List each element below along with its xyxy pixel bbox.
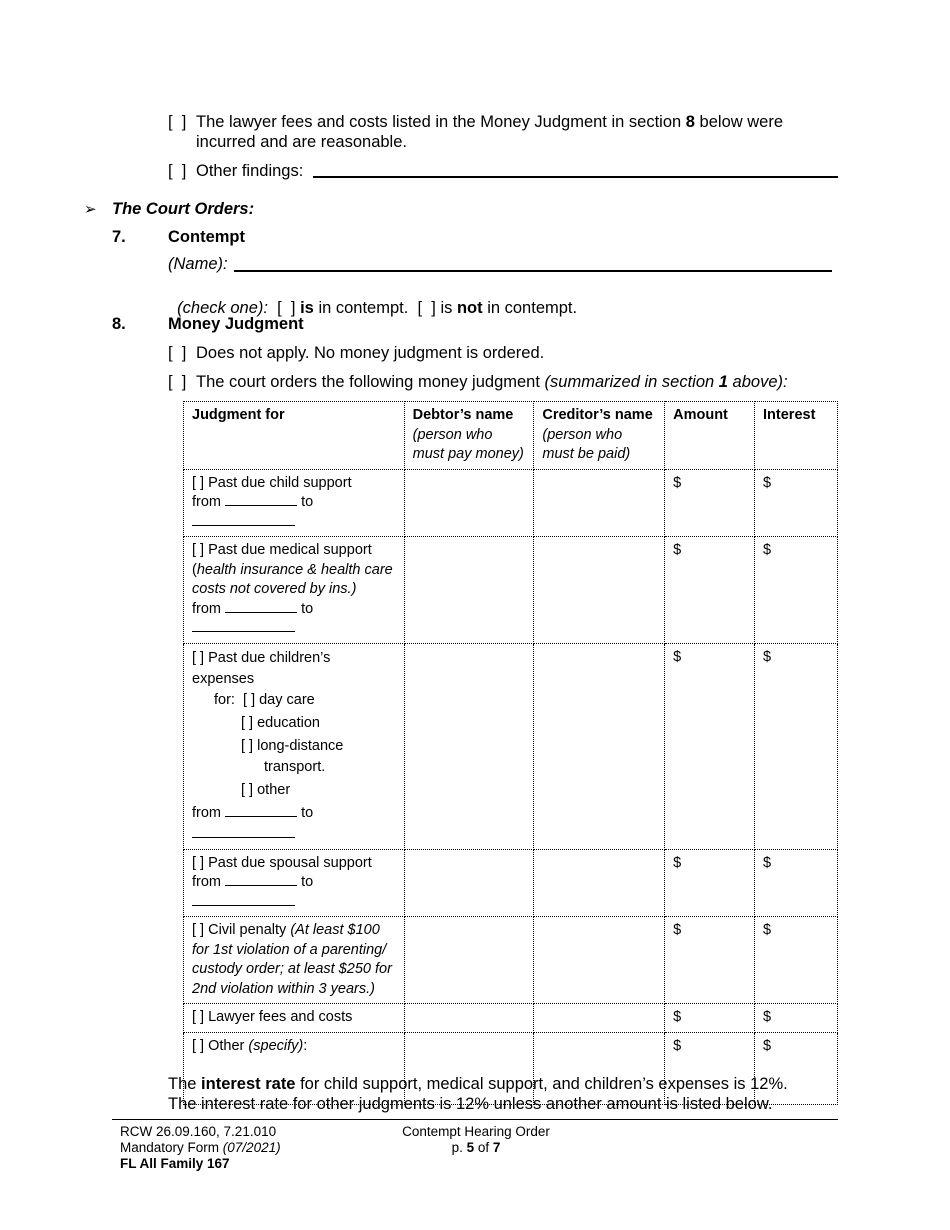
orders-checkbox[interactable]: [ ]	[168, 373, 187, 391]
interest-bold: interest rate	[201, 1075, 296, 1093]
footer-left	[120, 1124, 281, 1172]
court-orders-title: The Court Orders:	[112, 200, 255, 218]
header-debtor-title: Debtor’s name	[412, 407, 514, 423]
civil-debtor-cell[interactable]	[404, 917, 534, 1004]
lawyer-fees-text: The lawyer fees and costs listed in the Money Judgment in section	[196, 113, 682, 131]
child-amount-cell[interactable]: $	[665, 469, 755, 537]
table-row-spousal-support	[184, 849, 838, 917]
other-findings	[168, 161, 303, 181]
medical-interest-cell[interactable]: $	[755, 537, 838, 644]
spousal-from-field[interactable]	[225, 885, 297, 886]
lawyer-fees-finding	[168, 112, 838, 152]
spousal-to-field[interactable]	[192, 893, 295, 906]
expenses-label[interactable]: [ ] Past due children’s expenses	[192, 649, 331, 687]
money-not-apply	[168, 344, 544, 363]
money-judgment-table	[183, 401, 838, 1105]
civil-creditor-cell[interactable]	[534, 917, 665, 1004]
lawyer-label[interactable]: [ ] Lawyer fees and costs	[192, 1009, 353, 1025]
not-apply-text: Does not apply. No money judgment is ordered.	[196, 344, 545, 362]
expenses-from-label: from	[192, 804, 221, 821]
interest-rate-note	[168, 1074, 788, 1114]
not-word: not	[456, 299, 483, 317]
lawyer-fees-text-2: below were	[699, 113, 784, 131]
other-findings-checkbox[interactable]: [ ]	[168, 162, 187, 180]
footer-date: (07/2021)	[222, 1140, 281, 1155]
other-interest-cell[interactable]: $	[755, 1032, 838, 1104]
expenses-day-care[interactable]: for: [ ] day care	[214, 691, 315, 708]
orders-note-num: 1	[718, 373, 728, 391]
spousal-interest-cell[interactable]: $	[755, 849, 838, 917]
other-colon: :	[303, 1037, 308, 1054]
child-from-field[interactable]	[225, 505, 297, 506]
orders-text: The court orders the following money judgment	[196, 373, 540, 391]
medical-from-field[interactable]	[225, 612, 297, 613]
footer-page-total: 7	[492, 1140, 501, 1155]
lawyer-fees-section: 8	[685, 113, 695, 131]
other-findings-label: Other findings:	[196, 162, 304, 180]
orders-note-1: (summarized in section	[544, 373, 715, 391]
civil-amount-cell[interactable]: $	[665, 917, 755, 1004]
header-creditor-sub: (person who must be paid)	[542, 426, 631, 462]
medical-to-field[interactable]	[192, 619, 295, 632]
footer-mandatory: Mandatory Form	[120, 1140, 220, 1155]
expenses-to-field[interactable]	[192, 825, 295, 838]
header-creditor	[534, 402, 665, 470]
is-pre: is	[440, 299, 453, 317]
medical-note: health insurance & health care costs not covered by ins.)	[192, 561, 393, 597]
lawyer-cell	[184, 1004, 405, 1033]
table-row-lawyer-fees	[184, 1004, 838, 1033]
section-7-number: 7.	[112, 228, 126, 246]
child-support-label[interactable]: [ ] Past due child support	[192, 474, 352, 491]
section-8-title: Money Judgment	[168, 315, 304, 333]
medical-amount-cell[interactable]: $	[665, 537, 755, 644]
orders-note-2: above):	[732, 373, 788, 391]
other-label[interactable]: [ ] Other	[192, 1037, 245, 1054]
child-creditor-cell[interactable]	[534, 469, 665, 537]
money-orders	[168, 373, 788, 392]
medical-paren: (	[192, 561, 197, 578]
footer-form-id: FL All Family 167	[120, 1156, 230, 1171]
table-header-row	[184, 402, 838, 470]
medical-debtor-cell[interactable]	[404, 537, 534, 644]
lawyer-creditor-cell[interactable]	[534, 1004, 665, 1033]
expenses-creditor-cell[interactable]	[534, 643, 665, 849]
footer-center	[376, 1124, 576, 1156]
not-rest: in contempt.	[487, 299, 578, 317]
child-debtor-cell[interactable]	[404, 469, 534, 537]
spousal-creditor-cell[interactable]	[534, 849, 665, 917]
expenses-debtor-cell[interactable]	[404, 643, 534, 849]
interest-pre: The	[168, 1075, 197, 1093]
spousal-to-label: to	[301, 874, 314, 890]
child-from-label: from	[192, 494, 221, 510]
lawyer-debtor-cell[interactable]	[404, 1004, 534, 1033]
spousal-label[interactable]: [ ] Past due spousal support	[192, 854, 372, 871]
expenses-education[interactable]: [ ] education	[241, 714, 320, 731]
table-row-childrens-expenses	[184, 643, 838, 849]
header-amount: Amount	[665, 402, 755, 470]
is-rest: in contempt.	[318, 299, 409, 317]
expenses-cell	[184, 643, 405, 849]
header-interest: Interest	[755, 402, 838, 470]
civil-label[interactable]: [ ] Civil penalty	[192, 922, 287, 938]
lawyer-fees-text-3: incurred and are reasonable.	[196, 133, 407, 151]
expenses-from-field[interactable]	[225, 816, 297, 817]
spousal-cell	[184, 849, 405, 917]
footer-page-of: of	[477, 1140, 490, 1155]
footer-page-pre: p.	[451, 1140, 463, 1155]
spousal-amount-cell[interactable]: $	[665, 849, 755, 917]
lawyer-fees-checkbox[interactable]: [ ]	[168, 113, 187, 131]
expenses-amount-cell[interactable]: $	[665, 643, 755, 849]
section-8-number: 8.	[112, 315, 126, 333]
footer-divider	[112, 1119, 838, 1120]
expenses-transport[interactable]: [ ] long-distance	[241, 737, 344, 754]
other-findings-line[interactable]	[313, 176, 838, 178]
medical-support-label[interactable]: [ ] Past due medical support	[192, 542, 372, 558]
is-word: is	[300, 299, 314, 317]
header-debtor	[404, 402, 534, 470]
spousal-debtor-cell[interactable]	[404, 849, 534, 917]
spousal-from-label: from	[192, 874, 221, 890]
expenses-interest-cell[interactable]: $	[755, 643, 838, 849]
table-row-civil-penalty	[184, 917, 838, 1004]
civil-interest-cell[interactable]: $	[755, 917, 838, 1004]
contempt-check-row	[168, 280, 577, 318]
expenses-other[interactable]: [ ] other	[241, 781, 291, 798]
lawyer-interest-cell[interactable]: $	[755, 1004, 838, 1033]
section-7-title: Contempt	[168, 228, 245, 246]
expenses-transport-2: transport.	[264, 758, 326, 775]
child-support-cell	[184, 469, 405, 537]
other-amount-cell[interactable]: $	[665, 1032, 755, 1104]
header-judgment-for: Judgment for	[184, 402, 405, 470]
arrow-bullet-icon: ➢	[84, 201, 97, 218]
civil-note: (At least $100 for 1st violation of a parenting/ custody order; at least $250 for 2nd violation within 3 years.)	[192, 922, 392, 997]
child-to-label: to	[301, 494, 314, 510]
child-interest-cell[interactable]: $	[755, 469, 838, 537]
footer-page-num: 5	[466, 1140, 475, 1155]
medical-creditor-cell[interactable]	[534, 537, 665, 644]
civil-cell	[184, 917, 405, 1004]
table-row-child-support	[184, 469, 838, 537]
interest-post: for child support, medical support, and children’s expenses is 12%.	[300, 1075, 788, 1093]
footer-rcw: RCW 26.09.160, 7.21.010	[120, 1124, 277, 1139]
medical-to-label: to	[301, 600, 314, 617]
header-debtor-sub: (person who must pay money)	[412, 426, 524, 462]
medical-support-cell	[184, 537, 405, 644]
is-contempt-checkbox[interactable]: [ ]	[277, 299, 296, 317]
interest-line-2: The interest rate for other judgments is 12% unless another amount is listed below.	[168, 1095, 773, 1113]
expenses-to-label: to	[301, 804, 314, 821]
other-specify: (specify)	[248, 1037, 304, 1054]
court-orders-heading	[84, 199, 254, 220]
medical-from-label: from	[192, 600, 221, 617]
table-row-medical-support	[184, 537, 838, 644]
footer-title: Contempt Hearing Order	[402, 1124, 550, 1139]
contempt-name-line[interactable]	[234, 270, 832, 272]
not-apply-checkbox[interactable]: [ ]	[168, 344, 187, 362]
contempt-name-label: (Name):	[168, 255, 228, 273]
header-creditor-title: Creditor’s name	[542, 407, 653, 423]
check-one-label: (check one):	[177, 299, 268, 317]
lawyer-amount-cell[interactable]: $	[665, 1004, 755, 1033]
child-to-field[interactable]	[192, 513, 295, 526]
not-contempt-checkbox[interactable]: [ ]	[417, 299, 436, 317]
